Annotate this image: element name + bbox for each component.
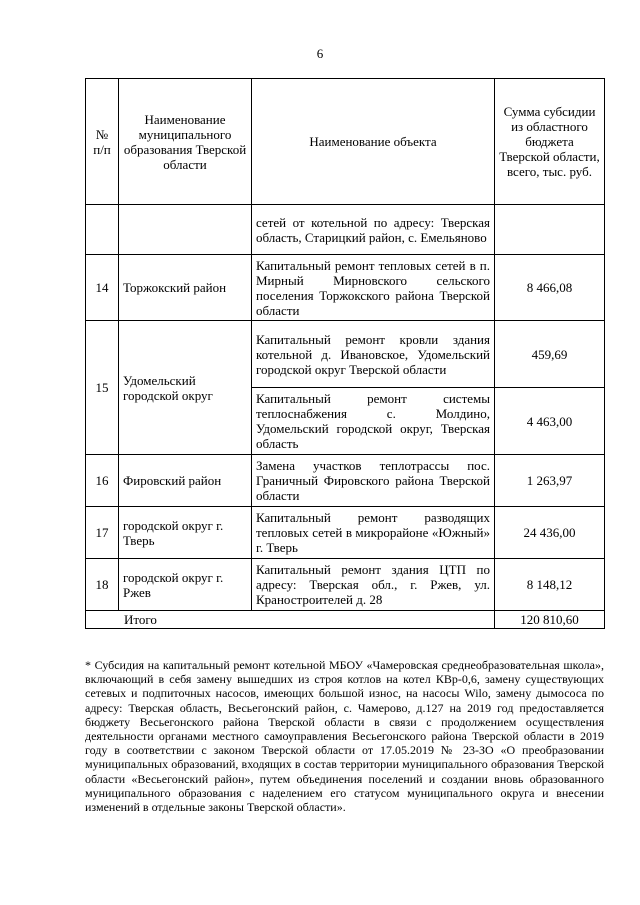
footnote	[85, 658, 604, 814]
row-num: 15	[86, 321, 119, 455]
table-header-row	[86, 79, 605, 205]
table-total-row	[86, 611, 605, 629]
municipality-cell: Торжокский район	[119, 255, 252, 321]
table-row-continuation	[86, 205, 605, 255]
municipality-cell: городской округ г. Ржев	[119, 559, 252, 611]
object-cell: Замена участков теплотрассы пос. Граничный Фировского района Тверской области	[252, 455, 495, 507]
table-row	[86, 559, 605, 611]
sum-cell: 8 148,12	[495, 559, 605, 611]
municipality-cell: городской округ г. Тверь	[119, 507, 252, 559]
sum-cell: 459,69	[495, 321, 605, 388]
subsidy-table	[85, 78, 605, 629]
header-object: Наименование объекта	[252, 79, 495, 205]
table-row	[86, 321, 605, 388]
sum-cell: 4 463,00	[495, 388, 605, 455]
sum-cell: 1 263,97	[495, 455, 605, 507]
page-number: 6	[316, 46, 324, 61]
row-num: 14	[86, 255, 119, 321]
header-num: № п/п	[86, 79, 119, 205]
object-cell: сетей от котельной по адресу: Тверская область, Старицкий район, с. Емельяново	[252, 205, 495, 255]
total-label: Итого	[86, 611, 495, 629]
object-cell: Капитальный ремонт системы теплоснабжения с. Молдино, Удомельский городской округ, Тверская область	[252, 388, 495, 455]
row-num: 18	[86, 559, 119, 611]
sum-cell: 24 436,00	[495, 507, 605, 559]
municipality-cell: Удомельский городской округ	[119, 321, 252, 455]
municipality-cell: Фировский район	[119, 455, 252, 507]
object-cell: Капитальный ремонт тепловых сетей в п. Мирный Мирновского сельского поселения Торжокского района Тверской области	[252, 255, 495, 321]
table-row	[86, 455, 605, 507]
object-cell: Капитальный ремонт здания ЦТП по адресу: Тверская обл., г. Ржев, ул. Краностроителей д. 28	[252, 559, 495, 611]
row-num: 16	[86, 455, 119, 507]
object-cell: Капитальный ремонт кровли здания котельной д. Ивановское, Удомельский городской округ Тверской области	[252, 321, 495, 388]
header-sum: Сумма субсидии из областного бюджета Тверской области, всего, тыс. руб.	[495, 79, 605, 205]
header-municipality: Наименование муниципального образования Тверской области	[119, 79, 252, 205]
footnote-text: * Субсидия на капитальный ремонт котельной МБОУ «Чамеровская среднеобразовательная школа», включающий в себя замену вышедших из строя котлов на котел КВр-0,6, замену существующих сетевых и подпиточных насосов, имеющих большой износ, на насосы Wilo, замену дымососа по адресу: Тверская область, Весьегонский район, с. Чамерово, д.127 на 2019 год предоставляется бюджету Весьегонского района Тверской области в связи с продолжением осуществления деятельности органами местного самоуправления Весьегонского района Тверской области в 2019 году в соответствии с законом Тверской области от 17.05.2019 № 23-ЗО «О преобразовании муниципальных образований, входящих в состав территории муниципального образования Тверской области «Весьегонский район», путем объединения поселений и создании вновь образованного муниципального образования с наделением его статусом муниципального округа и внесении изменений в отдельные законы Тверской области».	[85, 658, 604, 815]
row-num: 17	[86, 507, 119, 559]
total-sum: 120 810,60	[495, 611, 605, 629]
sum-cell: 8 466,08	[495, 255, 605, 321]
object-cell: Капитальный ремонт разводящих тепловых сетей в микрорайоне «Южный» г. Тверь	[252, 507, 495, 559]
table-row	[86, 507, 605, 559]
table-row	[86, 255, 605, 321]
